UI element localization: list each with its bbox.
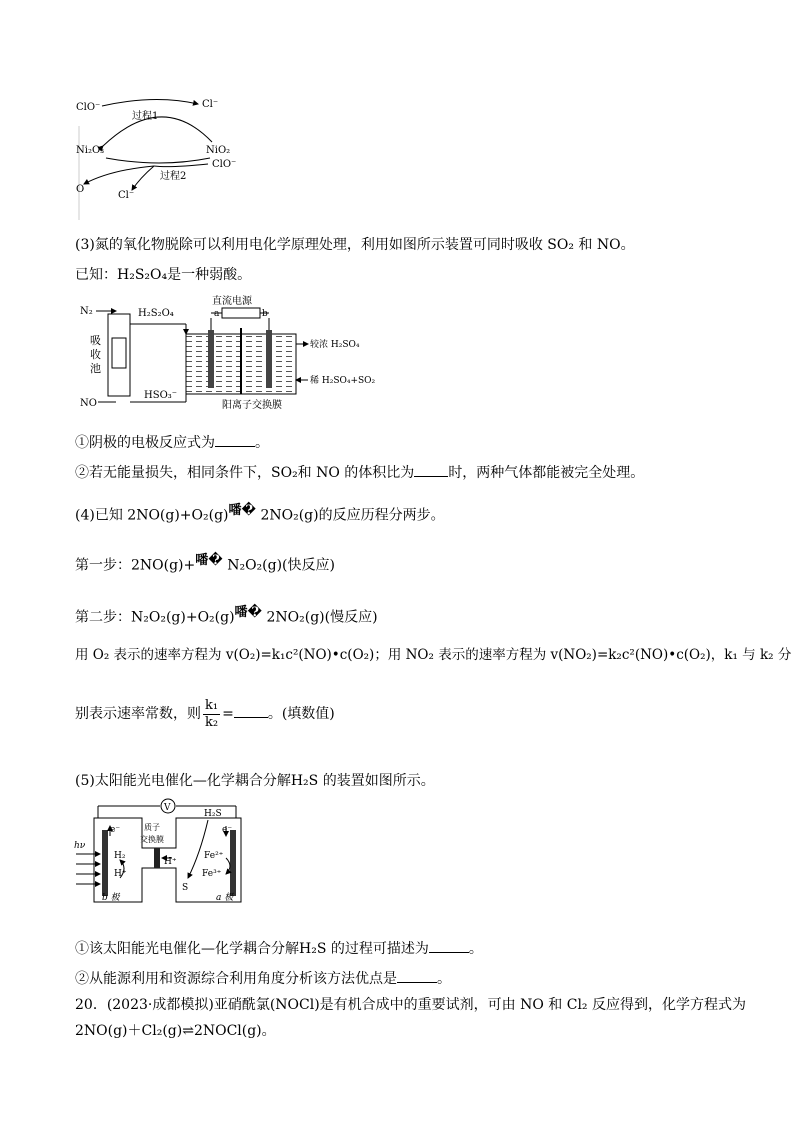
h2s-decomposition-figure — [76, 796, 246, 904]
dilute-h2so4-label: 稀 H₂SO₄+SO₂ — [310, 376, 376, 386]
nio2-label: NiO₂ — [206, 145, 231, 156]
k1-over-k2-fraction: $\frac{\text{k₁}}{\text{k₂}}$ — [205, 697, 219, 730]
conc-h2so4-label: 较浓 H₂SO₄ — [310, 340, 360, 350]
n2-label: N₂ — [80, 306, 93, 317]
step2-arrow-glyph: 噃� — [234, 605, 263, 620]
h2-label: H₂ — [114, 851, 126, 861]
hso3-label: HSO₃⁻ — [144, 390, 178, 401]
q3-question2: ②若无能量损失，相同条件下，SO₂和 NO 的体积比为 时，两种气体都能被完全处理。 — [75, 462, 644, 482]
answer-blank-5[interactable] — [397, 968, 437, 983]
answer-blank-3[interactable] — [234, 703, 268, 718]
q3-intro: (3)氮的氧化物脱除可以利用电化学原理处理，利用如图所示装置可同时吸收 SO₂ 和 NO。 — [75, 237, 635, 253]
answer-blank-1[interactable] — [215, 432, 255, 447]
h2s-label: H₂S — [204, 809, 222, 819]
h2s2o4-label: H₂S₂O₄ — [138, 308, 174, 319]
b-pole-label: b 极 — [102, 893, 120, 903]
s-label: S — [182, 883, 189, 893]
catalytic-cycle-figure — [70, 92, 250, 220]
absorber-char-1: 吸 — [90, 334, 101, 347]
hplus-mid-label: H⁺ — [164, 857, 177, 867]
q20-line2: 2NO(g)＋Cl₂(g)⇌2NOCl(g)。 — [75, 1023, 276, 1039]
fe2-label: Fe²⁺ — [204, 851, 224, 861]
voltmeter-label: V — [164, 803, 171, 813]
q4-line1: (4)已知 $2NO(g)+O_2(g)^{噃�}$ 2NO₂(g)的反应历程分两步。 — [75, 503, 445, 524]
no-label: NO — [80, 398, 97, 409]
electrode-b-label: b — [262, 309, 268, 319]
answer-blank-2[interactable] — [414, 462, 448, 477]
q4-step2: 第二步：$N_2O_2(g)+O_2(g)^{噃�}$ 2NO₂(g)(慢反应) — [75, 605, 378, 626]
electrode-a-label: a — [214, 309, 220, 319]
clo-right-label: ClO⁻ — [212, 159, 237, 170]
answer-blank-4[interactable] — [429, 938, 469, 953]
q4-rate-line: 用 O₂ 表示的速率方程为 v(O₂)=k₁c²(NO)•c(O₂)；用 NO₂ 表示的速率方程为 v(NO₂)=k₂c²(NO)•c(O₂)，k₁ 与 k₂ 分 — [75, 647, 792, 663]
q3-question1: ①阴极的电极反应式为 。 — [75, 432, 269, 452]
q4-step1: 第一步：2NO(g)+$^{噃�}$ N₂O₂(g)(快反应) — [75, 553, 335, 574]
q5-question1: ①该太阳能光电催化—化学耦合分解H₂S 的过程可描述为 。 — [75, 938, 483, 958]
process1-label: 过程1 — [132, 111, 159, 122]
absorption-device-figure — [76, 294, 376, 412]
electron-left-label: e⁻ — [110, 825, 121, 835]
electron-right-label: e⁻ — [222, 825, 233, 835]
membrane-label: 阳离子交换膜 — [222, 400, 282, 411]
proton-membrane-label-1: 质子 — [144, 823, 160, 832]
hplus-left-label: H⁺ — [114, 869, 127, 879]
cl-bottom-label: Cl⁻ — [118, 190, 135, 201]
hv-label: hν — [74, 841, 86, 851]
q5-intro: (5)太阳能光电催化—化学耦合分解H₂S 的装置如图所示。 — [75, 773, 435, 789]
ni2o3-label: Ni₂O₃ — [76, 145, 105, 156]
clo-left-label: ClO⁻ — [76, 102, 101, 113]
fe3-label: Fe³⁺ — [202, 869, 222, 879]
q5-question2: ②从能源利用和资源综合利用角度分析该方法优点是 。 — [75, 968, 451, 988]
cl-right-label: Cl⁻ — [202, 99, 219, 110]
process2-label: 过程2 — [160, 171, 187, 182]
q3-known: 已知：H₂S₂O₄是一种弱酸。 — [75, 267, 252, 283]
q4-last-line: 别表示速率常数，则 $\frac{\text{k₁}}{\text{k₂}}$ = 。(填数值) — [75, 697, 335, 730]
equilibrium-arrow-glyph: 噃� — [228, 503, 256, 518]
step1-arrow-glyph: 噃� — [195, 553, 223, 568]
o-label: O — [76, 184, 85, 195]
absorber-char-3: 池 — [90, 362, 101, 375]
power-label: 直流电源 — [212, 296, 252, 307]
absorber-char-2: 收 — [90, 348, 101, 361]
q20-line1: 20．(2023·成都模拟)亚硝酰氯(NOCl)是有机合成中的重要试剂，可由 NO 和 Cl₂ 反应得到，化学方程式为 — [75, 997, 746, 1013]
proton-membrane-label-2: 交换膜 — [140, 835, 164, 844]
a-pole-label: a 极 — [216, 893, 234, 903]
